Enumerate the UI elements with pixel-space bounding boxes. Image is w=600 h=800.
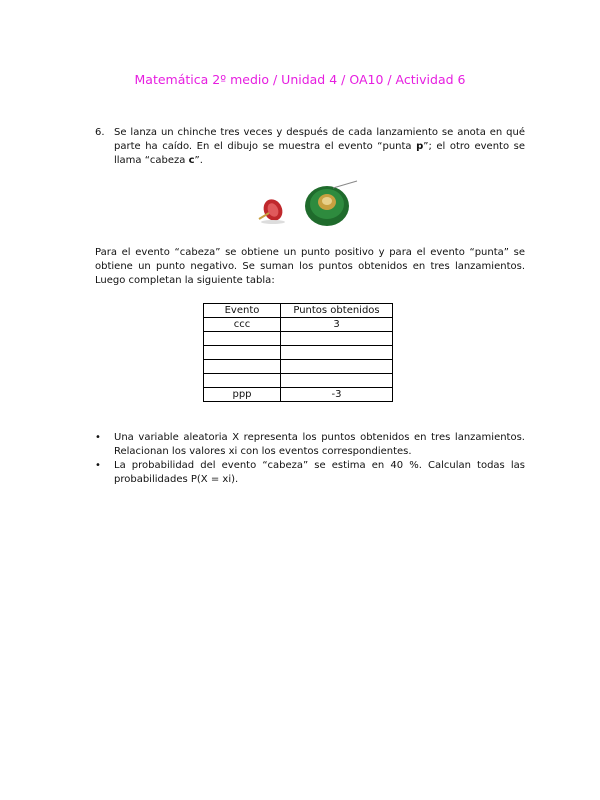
table-row (204, 332, 393, 346)
question-number: 6. (95, 127, 105, 138)
instructions-paragraph: Para el evento “cabeza” se obtiene un punto positivo y para el evento “punta” se obtiene un punto negativo. Se suman los puntos obtenidos en tres lanzamientos. Luego completan la siguiente tabla: (95, 247, 525, 286)
thumbtack-head-icon (305, 181, 357, 226)
table-row (204, 374, 393, 388)
table-header-row (204, 304, 393, 318)
table-cell (204, 346, 281, 360)
column-header-evento: Evento (204, 304, 281, 318)
question-text-part: ”; el otro evento se llama “cabeza (114, 141, 525, 166)
table-cell (204, 360, 281, 374)
table-cell: 3 (281, 318, 393, 332)
table-row (204, 360, 393, 374)
list-item (95, 431, 525, 459)
table-row (204, 388, 393, 402)
list-item (95, 459, 525, 487)
table-cell: ccc (204, 318, 281, 332)
bold-c: c (188, 155, 195, 166)
question-text-part: ”. (194, 155, 203, 166)
bullet-icon: • (95, 432, 101, 443)
question-text (114, 126, 525, 168)
bold-p: p (416, 141, 424, 152)
table-cell (281, 374, 393, 388)
table-cell (281, 346, 393, 360)
table-cell: ppp (204, 388, 281, 402)
table-cell (204, 332, 281, 346)
page-header: Matemática 2º medio / Unidad 4 / OA10 / Actividad 6 (134, 72, 466, 87)
results-table (203, 303, 393, 402)
column-header-puntos: Puntos obtenidos (281, 304, 393, 318)
bullet-icon: • (95, 460, 101, 471)
bullet-text: La probabilidad del evento “cabeza” se estima en 40 %. Calculan todas las probabilidades P(X = xi). (114, 460, 525, 485)
table-cell: -3 (281, 388, 393, 402)
question-6 (95, 126, 525, 168)
table-row (204, 346, 393, 360)
question-text-part: Se lanza un chinche tres veces y después de cada lanzamiento se anota en qué parte ha caído. En el dibujo se muestra el evento “punta (114, 127, 525, 152)
bullet-text: Una variable aleatoria X representa los puntos obtenidos en tres lanzamientos. Relacionan los valores xi con los eventos correspondientes. (114, 432, 525, 457)
bullet-list (95, 431, 525, 487)
table-cell (281, 360, 393, 374)
table-cell (281, 332, 393, 346)
thumbtack-illustration (243, 180, 361, 230)
thumbtack-tip-icon (259, 196, 286, 224)
table-cell (204, 374, 281, 388)
table-row (204, 318, 393, 332)
